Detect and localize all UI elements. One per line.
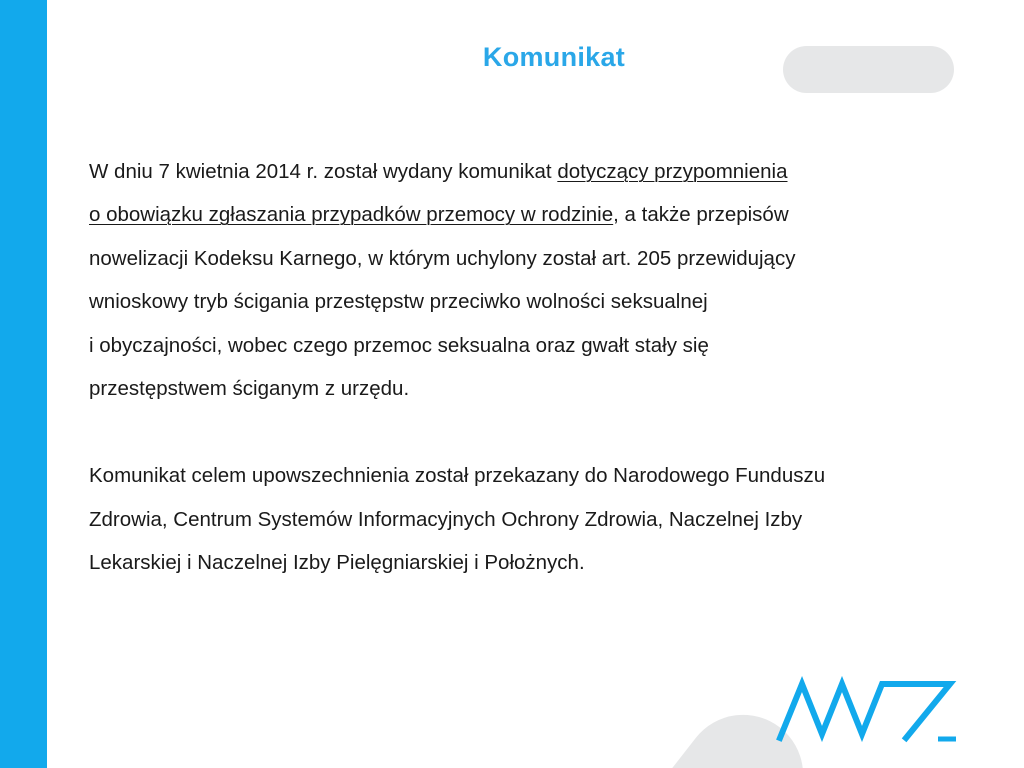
paragraph-gap <box>89 410 989 454</box>
slide-title: Komunikat <box>482 42 626 72</box>
slide-body <box>89 150 989 585</box>
paragraph1-line2 <box>89 193 989 236</box>
underlined-link-part2[interactable]: o obowiązku zgłaszania przypadków przemocy w rodzinie <box>89 203 614 227</box>
paragraph1-line1 <box>89 150 989 193</box>
paragraph1-line6: przestępstwem ściganym z urzędu. <box>89 376 410 400</box>
paragraph2-line3: Lekarskiej i Naczelnej Izby Pielęgniarskiej i Położnych. <box>89 551 585 575</box>
accent-side-bar <box>0 0 47 768</box>
underlined-link-part1[interactable]: dotyczący przypomnienia <box>557 160 788 183</box>
paragraph1-line2-text: , a także przepisów <box>613 203 789 227</box>
paragraph1-line3: nowelizacji Kodeksu Karnego, w którym uchylony został art. 205 przewidujący <box>89 246 796 270</box>
paragraph1-line4: wnioskowy tryb ścigania przestępstw przeciwko wolności seksualnej <box>89 290 708 314</box>
paragraph1-line5: i obyczajności, wobec czego przemoc seksualna oraz gwałt stały się <box>89 333 709 357</box>
mz-logo-icon <box>776 676 966 746</box>
decorative-pill <box>783 46 954 93</box>
paragraph2-line1: Komunikat celem upowszechnienia został przekazany do Narodowego Funduszu <box>89 464 826 488</box>
paragraph2-line2: Zdrowia, Centrum Systemów Informacyjnych Ochrony Zdrowia, Naczelnej Izby <box>89 507 803 531</box>
paragraph1-line1-text: W dniu 7 kwietnia 2014 r. został wydany komunikat <box>89 160 558 183</box>
